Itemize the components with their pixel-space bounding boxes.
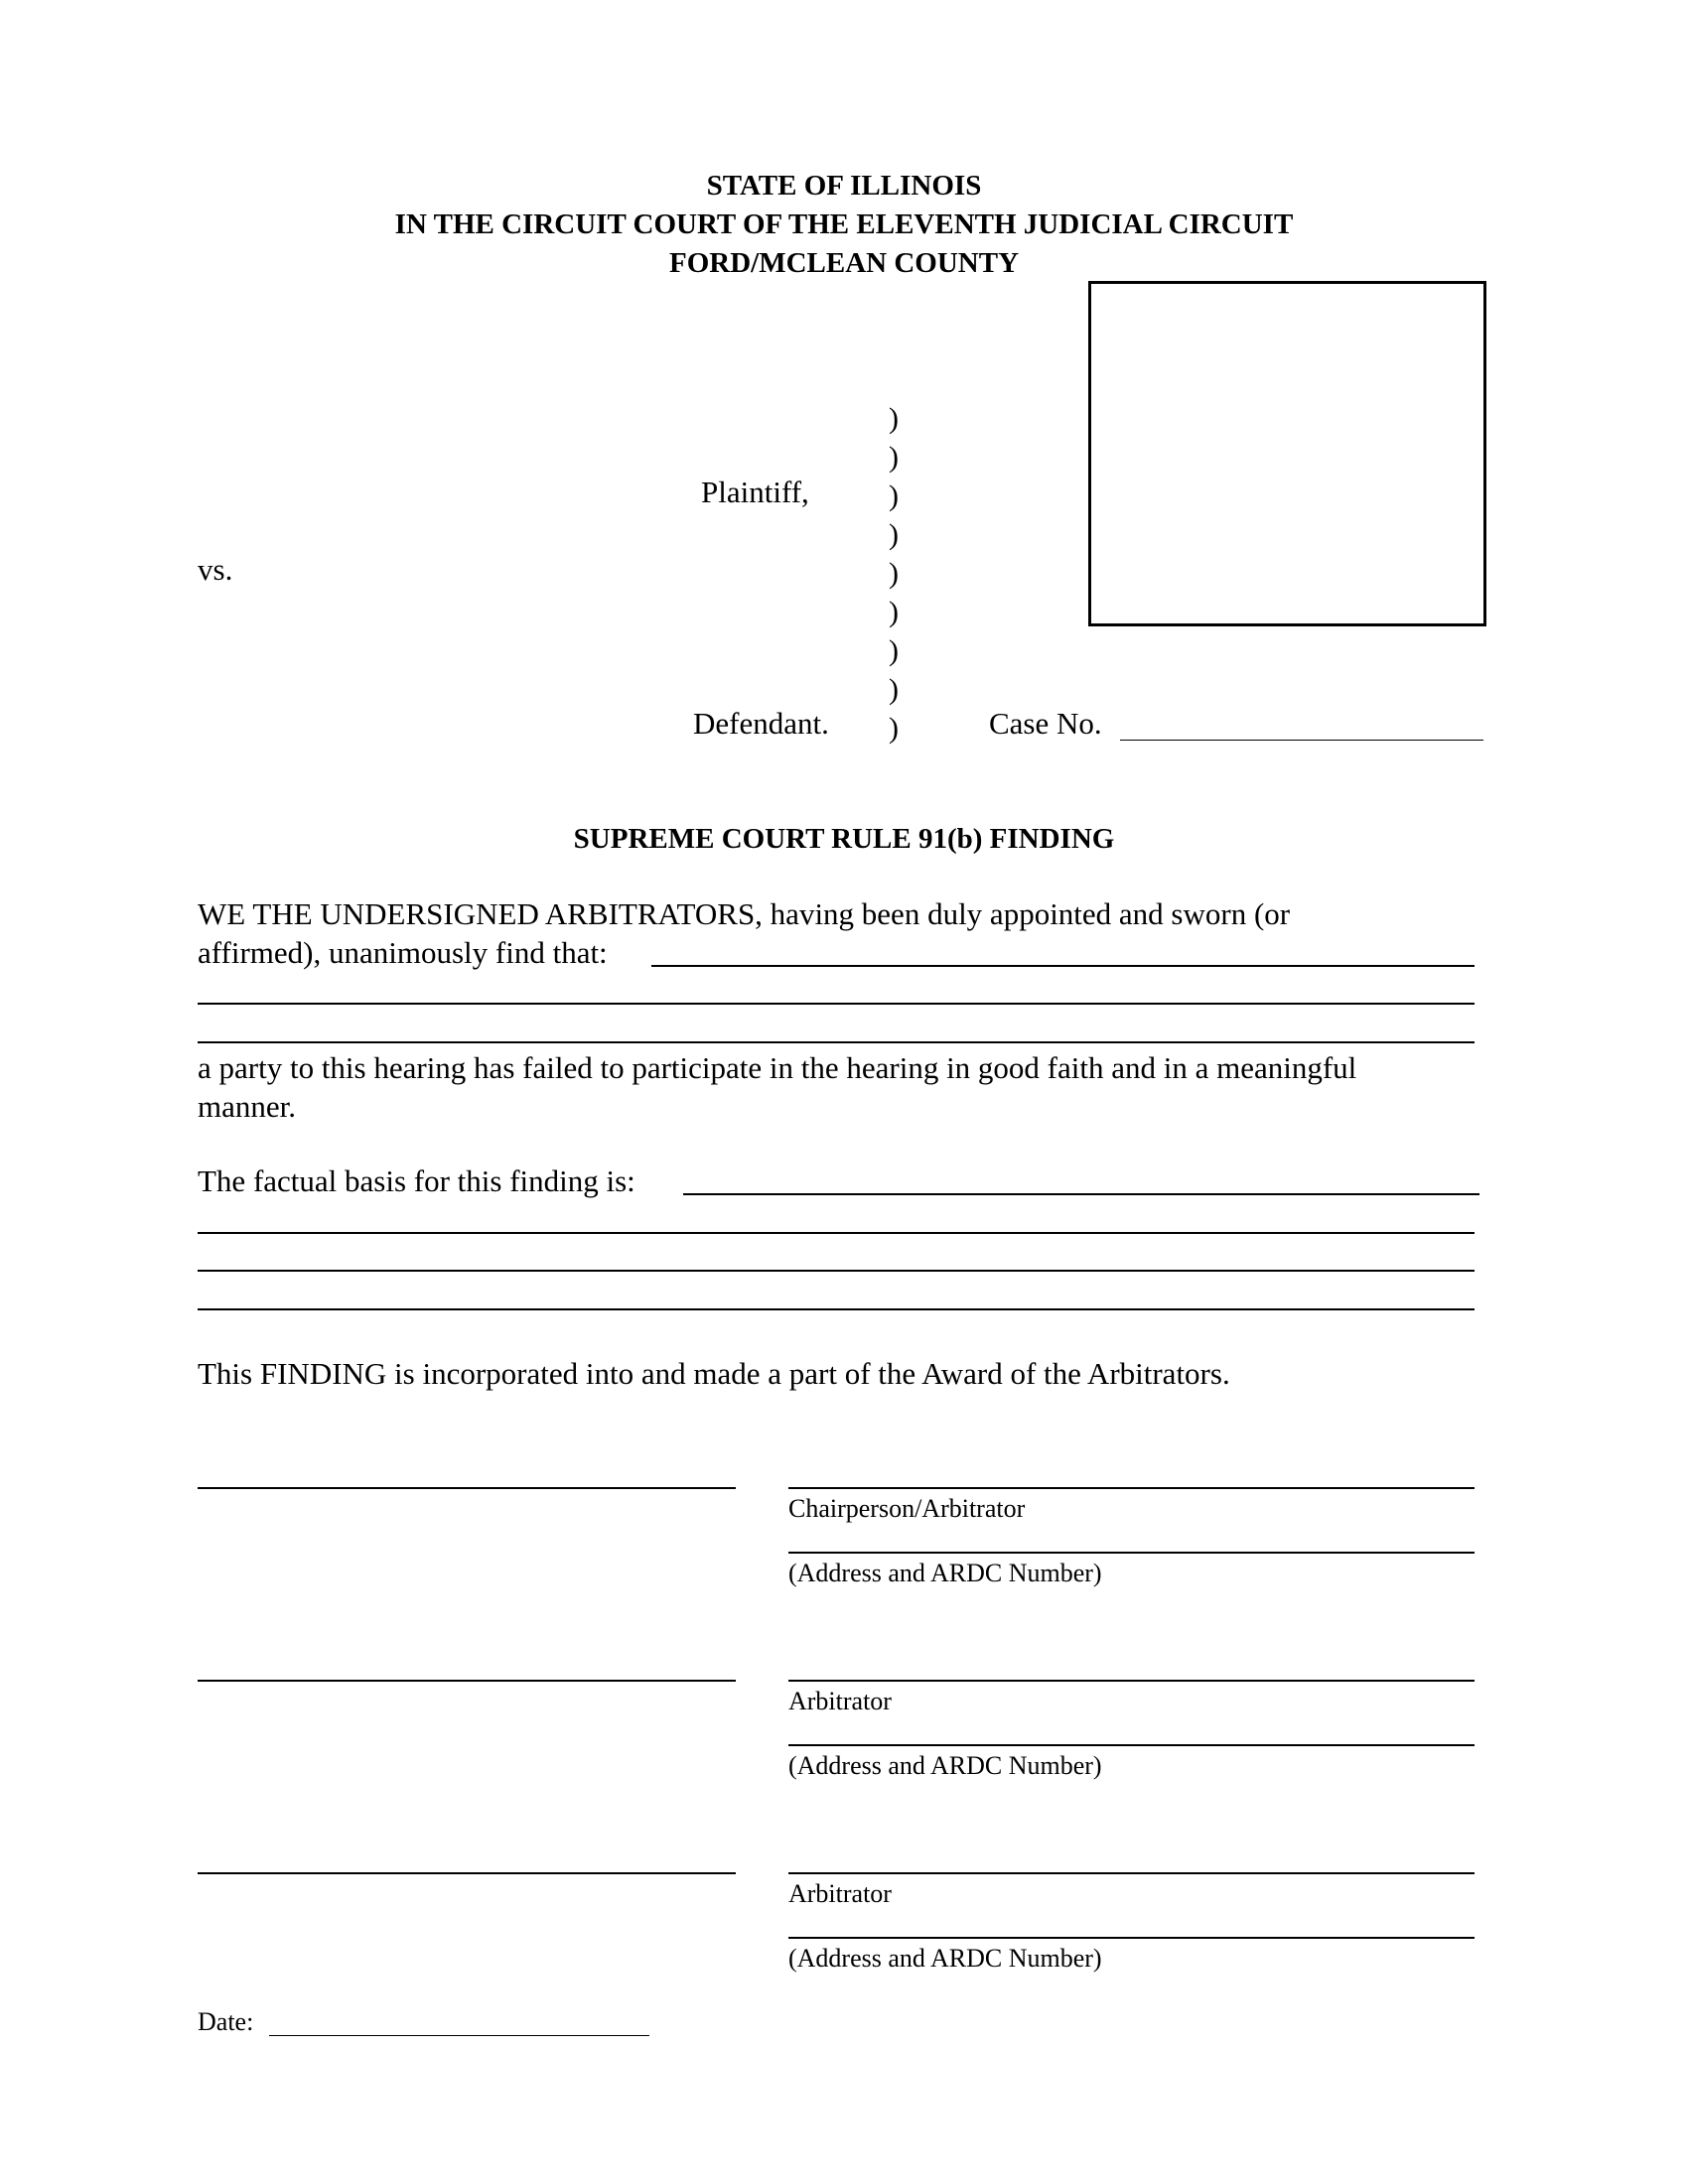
paren: ) bbox=[889, 596, 899, 628]
printed-name-line[interactable] bbox=[788, 1680, 1475, 1682]
header-state: STATE OF ILLINOIS bbox=[706, 170, 982, 202]
finding-line[interactable] bbox=[198, 1041, 1475, 1043]
finding-intro-line1: WE THE UNDERSIGNED ARBITRATORS, having been duly appointed and sworn (or bbox=[198, 896, 1291, 931]
paren: ) bbox=[889, 634, 899, 667]
paren: ) bbox=[889, 402, 899, 435]
factual-basis-line[interactable] bbox=[198, 1270, 1475, 1272]
paren: ) bbox=[889, 712, 899, 745]
date-label: Date: bbox=[198, 2007, 254, 2036]
paren: ) bbox=[889, 673, 899, 706]
finding-line[interactable] bbox=[198, 1003, 1475, 1005]
address-ardc-label: (Address and ARDC Number) bbox=[788, 1944, 1102, 1973]
address-line[interactable] bbox=[788, 1552, 1475, 1554]
address-line[interactable] bbox=[788, 1937, 1475, 1939]
factual-basis-line[interactable] bbox=[198, 1232, 1475, 1234]
printed-name-line[interactable] bbox=[788, 1872, 1475, 1874]
header-county: FORD/MCLEAN COUNTY bbox=[668, 247, 1020, 279]
failure-statement-line1: a party to this hearing has failed to participate in the hearing in good faith and in a meaningful bbox=[198, 1050, 1357, 1085]
case-no-line[interactable] bbox=[1120, 740, 1483, 741]
finding-line[interactable] bbox=[651, 965, 1475, 967]
caption-parentheses bbox=[889, 399, 899, 748]
form-title: SUPREME COURT RULE 91(b) FINDING bbox=[573, 823, 1115, 855]
finding-intro-line2: affirmed), unanimously find that: bbox=[198, 935, 608, 970]
arbitrator-label: Arbitrator bbox=[788, 1879, 892, 1908]
paren: ) bbox=[889, 557, 899, 590]
plaintiff-label: Plaintiff, bbox=[701, 475, 809, 509]
paren: ) bbox=[889, 479, 899, 512]
address-ardc-label: (Address and ARDC Number) bbox=[788, 1751, 1102, 1780]
address-line[interactable] bbox=[788, 1744, 1475, 1746]
failure-statement-line2: manner. bbox=[198, 1089, 296, 1124]
signature-line[interactable] bbox=[198, 1487, 736, 1489]
incorporation-statement: This FINDING is incorporated into and made a part of the Award of the Arbitrators. bbox=[198, 1356, 1230, 1391]
paren: ) bbox=[889, 441, 899, 474]
printed-name-line[interactable] bbox=[788, 1487, 1475, 1489]
factual-basis-label: The factual basis for this finding is: bbox=[198, 1163, 635, 1198]
vs-label: vs. bbox=[198, 552, 233, 587]
factual-basis-line[interactable] bbox=[198, 1308, 1475, 1310]
header-court: IN THE CIRCUIT COURT OF THE ELEVENTH JUDICIAL CIRCUIT bbox=[394, 208, 1294, 240]
factual-basis-line[interactable] bbox=[683, 1193, 1479, 1195]
clerk-stamp-box bbox=[1088, 281, 1486, 626]
address-ardc-label: (Address and ARDC Number) bbox=[788, 1559, 1102, 1587]
signature-line[interactable] bbox=[198, 1872, 736, 1874]
paren: ) bbox=[889, 518, 899, 551]
defendant-label: Defendant. bbox=[693, 706, 829, 741]
chairperson-arbitrator-label: Chairperson/Arbitrator bbox=[788, 1494, 1026, 1523]
arbitrator-label: Arbitrator bbox=[788, 1687, 892, 1715]
signature-line[interactable] bbox=[198, 1680, 736, 1682]
case-no-label: Case No. bbox=[989, 706, 1102, 741]
date-line[interactable] bbox=[269, 2035, 649, 2036]
